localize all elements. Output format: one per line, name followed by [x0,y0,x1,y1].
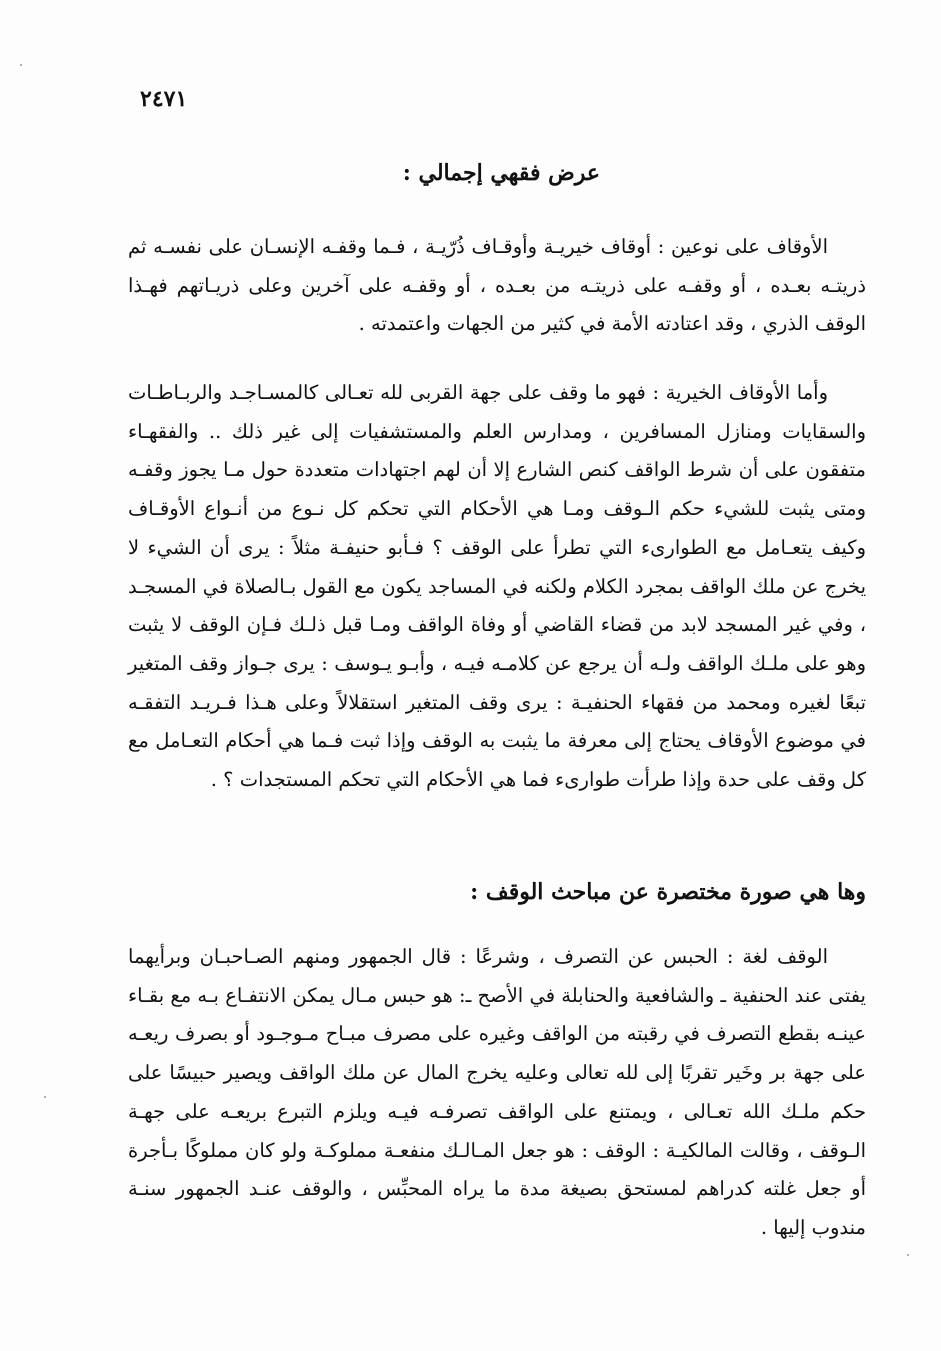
scan-speck [20,64,22,66]
page-number: ٢٤٧١ [140,86,188,112]
paragraph-waqf-types [128,228,866,344]
paragraph-text: الوقف لغة : الحبس عن التصرف ، وشرعًا : قال الجمهور ومنهم الصـاحبـان وبرأيهما يفتى عند الحنفية ـ والشافعية والحنابلة في الأصح ـ: هو حبس مـال يمكن الانتفـاع بـه مع بقـاء عينـه بقطع التصرف في رقبته من الواقف وغيره على مصرف مبـاح مـوجـود أو بصرف ريعـه على جهة بر وخَير تقربًا إلى لله تعالى وعليه يخرج المال عن ملك الواقف ويصير حبيسًا على حكم ملـك الله تعـالى ، ويمتنع على الواقف تصرفـه فيـه ويلزم التبرع بريعـه على جهـة الـوقف ، وقالت المالكيـة : الوقف : هو جعل المـالـك منفعـة مملوكـة ولو كان مملوكًا بـأجرة أو جعل غلته كدراهم لمستحق بصيغة مدة ما يراه المحبِّس ، والوقف عنـد الجمهور سنـة مندوب إليها . [128,945,866,1239]
paragraph-waqf-definition [128,938,866,1248]
scan-speck [44,1096,46,1098]
scan-speck [907,1254,909,1256]
paragraph-charitable-waqf [128,374,866,800]
section-heading-summary: وها هي صورة مختصرة عن مباحث الوقف : [470,879,866,905]
paragraph-text: الأوقاف على نوعين : أوقاف خيريـة وأوقـاف ذُرّيـة ، فـما وقفـه الإنسـان على نفسـه ثم ذريتـه بعـده ، أو وقفـه على ذريتـه من بعـده ، أو وقفـه على آخرين وعلى ذريـاتهم فهـذا الوقف الذري ، وقد اعتادته الأمة في كثير من الجهات واعتمدته . [128,235,866,336]
paragraph-text: وأما الأوقاف الخيرية : فهو ما وقف على جهة القربى لله تعـالى كالمسـاجـد والربـاطـات والسقايات ومنازل المسافرين ، ومدارس العلم والمستشفيات إلى غير ذلك .. والفقهـاء متفقون على أن شرط الواقف كنص الشارع إلا أن لهم اجتهادات متعددة حول مـا يجوز وقفـه ومتى يثبت للشيء حكم الـوقف ومـا هي الأحكام التي تحكم كل نـوع من أنـواع الأوقـاف وكيف يتعـامل مع الطوارىء التي تطرأ على الوقف ؟ فـأبو حنيفـة مثلاً : يرى أن الشيء لا يخرج عن ملك الواقف بمجرد الكلام ولكنه في المساجد يكون مع القول بـالصلاة في المسجـد ، وفي غير المسجد لابد من قضاء القاضي أو وفاة الواقف ومـا قبل ذلـك فـإن الوقف لا يثبت وهو على ملـك الواقف ولـه أن يرجع عن كلامـه فيـه ، وأبـو يـوسف : يرى جـواز وقف المتغير تبعًا لغيره ومحمد من فقهاء الحنفيـة : يرى وقف المتغير استقلالاً وعلى هـذا فـريـد التفقـه في موضوع الأوقاف يحتاج إلى معرفة ما يثبت به الوقف وإذا ثبت فـما هي أحكام التعـامل مع كل وقف على حدة وإذا طرأت طوارىء فما هي الأحكام التي تحكم المستجدات ؟ . [128,381,866,792]
section-heading-overview: عرض فقهي إجمالي : [402,160,600,186]
